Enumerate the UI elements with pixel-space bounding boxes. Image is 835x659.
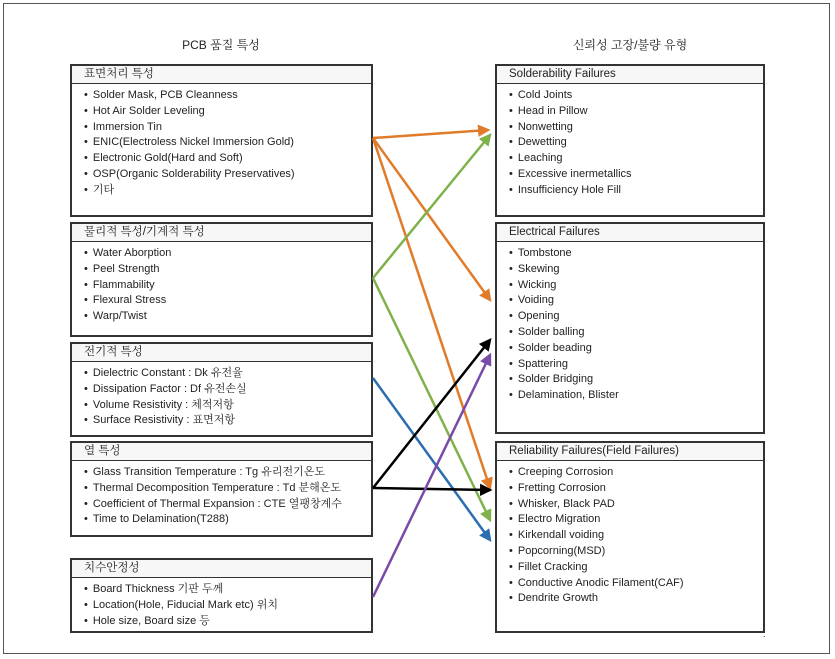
list-item: • Fretting Corrosion (509, 481, 763, 497)
list-item: • Insufficiency Hole Fill (509, 183, 763, 199)
list-item: • Fillet Cracking (509, 560, 763, 576)
box-title: 열 특성 (72, 443, 371, 461)
list-item: • ENIC(Electroless Nickel Immersion Gold) (84, 135, 371, 151)
list-item: • Surface Resistivity : 표면저항 (84, 413, 371, 429)
list-item: • Popcorning(MSD) (509, 544, 763, 560)
box-title: 치수안정성 (72, 560, 371, 578)
list-item: • Wicking (509, 278, 763, 294)
list-item: • Hot Air Solder Leveling (84, 104, 371, 120)
arrow-surface-to-electrical (373, 138, 490, 300)
list-item: • Dissipation Factor : Df 유전손실 (84, 382, 371, 398)
list-item: • Thermal Decomposition Temperature : Td 분해온도 (84, 481, 371, 497)
arrow-thermal-to-electrical (373, 340, 490, 488)
list-item: • Whisker, Black PAD (509, 497, 763, 513)
list-item: • Peel Strength (84, 262, 371, 278)
list-item: • Board Thickness 기판 두께 (84, 582, 371, 598)
arrow-thermal-to-reliability (373, 488, 490, 490)
list-item: • Tombstone (509, 246, 763, 262)
arrow-physical-to-solderability (373, 135, 490, 278)
list-item: • Nonwetting (509, 120, 763, 136)
list-item: • Solder balling (509, 325, 763, 341)
arrow-dimensional-to-electrical (373, 355, 490, 597)
list-item: • Cold Joints (509, 88, 763, 104)
list-item: • Leaching (509, 151, 763, 167)
box-title: Electrical Failures (497, 224, 763, 242)
list-item: • Volume Resistivity : 체적저항 (84, 398, 371, 414)
list-item: • Dendrite Growth (509, 591, 763, 607)
list-item: • Electronic Gold(Hard and Soft) (84, 151, 371, 167)
list-item: • Solder beading (509, 341, 763, 357)
list-item: • Opening (509, 309, 763, 325)
right-column-header: 신뢰성 고장/불량 유형 (572, 38, 688, 52)
list-item: • Delamination, Blister (509, 388, 763, 404)
list-item: • Coefficient of Thermal Expansion : CTE 열팽창계수 (84, 497, 371, 513)
left-column-header: PCB 품질 특성 (182, 38, 260, 52)
list-item: • OSP(Organic Solderability Preservatives) (84, 167, 371, 183)
list-item: • Flammability (84, 278, 371, 294)
list-item: • Hole size, Board size 등 (84, 614, 371, 630)
list-item: • Conductive Anodic Filament(CAF) (509, 576, 763, 592)
list-item: • 기타 (84, 183, 371, 199)
footnote-mark: . (763, 629, 766, 639)
list-item: • Time to Delamination(T288) (84, 512, 371, 528)
box-title: 표면처리 특성 (72, 66, 371, 84)
list-item: • Flexural Stress (84, 293, 371, 309)
arrow-electrical-to-reliability (373, 378, 490, 540)
list-item: • Voiding (509, 293, 763, 309)
list-item: • Spattering (509, 357, 763, 373)
list-item: • Electro Migration (509, 512, 763, 528)
list-item: • Head in Pillow (509, 104, 763, 120)
list-item: • Excessive inermetallics (509, 167, 763, 183)
list-item: • Solder Bridging (509, 372, 763, 388)
list-item: • Solder Mask, PCB Cleanness (84, 88, 371, 104)
list-item: • Dewetting (509, 135, 763, 151)
list-item: • Kirkendall voiding (509, 528, 763, 544)
box-title: Reliability Failures(Field Failures) (497, 443, 763, 461)
list-item: • Creeping Corrosion (509, 465, 763, 481)
box-title: Solderability Failures (497, 66, 763, 84)
list-item: • Dielectric Constant : Dk 유전율 (84, 366, 371, 382)
list-item: • Glass Transition Temperature : Tg 유리전기온도 (84, 465, 371, 481)
list-item: • Water Aborption (84, 246, 371, 262)
box-title: 물리적 특성/기계적 특성 (72, 224, 371, 242)
arrow-surface-to-solderability (373, 130, 488, 138)
list-item: • Skewing (509, 262, 763, 278)
list-item: • Immersion Tin (84, 120, 371, 136)
box-title: 전기적 특성 (72, 344, 371, 362)
list-item: • Warp/Twist (84, 309, 371, 325)
list-item: • Location(Hole, Fiducial Mark etc) 위치 (84, 598, 371, 614)
